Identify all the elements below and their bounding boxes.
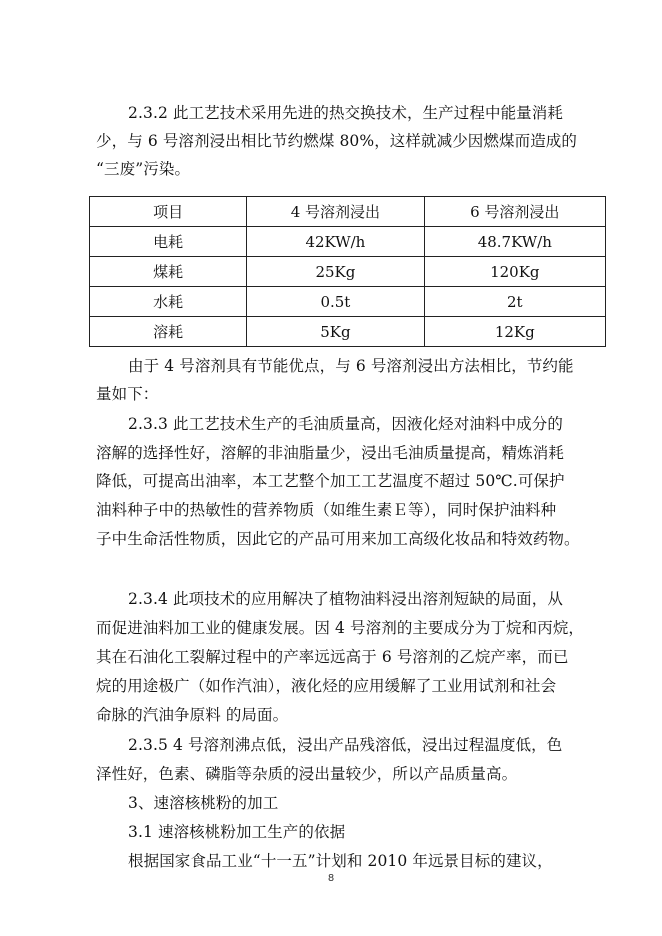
para-2-3-4-line-2: 而促进油料加工业的健康发展。因 4 号溶剂的主要成分为丁烷和丙烷，	[96, 619, 585, 637]
table-cell: 电耗	[90, 227, 247, 257]
table-header-cell: 4 号溶剂浸出	[247, 197, 424, 227]
table-cell: 2t	[424, 287, 605, 317]
table-cell: 0.5t	[247, 287, 424, 317]
consumption-table	[89, 196, 606, 347]
section-heading-3-1: 3.1 速溶核桃粉加工生产的依据	[128, 823, 346, 841]
para-2-3-5-line-1: 2.3.5 4 号溶剂沸点低，浸出产品残溶低，浸出过程温度低，色	[128, 736, 563, 754]
table-cell: 5Kg	[247, 317, 424, 347]
table-header-cell: 6 号溶剂浸出	[424, 197, 605, 227]
table-cell: 48.7KW/h	[424, 227, 605, 257]
para-2-3-4-line-1: 2.3.4 此项技术的应用解决了植物油料浸出溶剂短缺的局面，从	[128, 590, 563, 608]
table-cell: 水耗	[90, 287, 247, 317]
para-saving-line-1: 由于 4 号溶剂具有节能优点，与 6 号溶剂浸出方法相比，节约能	[128, 357, 574, 375]
table-row	[90, 227, 606, 257]
para-2-3-4-line-3: 其在石油化工裂解过程中的产率远远高于 6 号溶剂的乙烷产率，而已	[96, 648, 569, 666]
table-row	[90, 257, 606, 287]
para-2-3-2-line-2: 少，与 6 号溶剂浸出相比节约燃煤 80%，这样就减少因燃煤而造成的	[96, 132, 577, 150]
table-row	[90, 317, 606, 347]
para-2-3-4-line-5: 命脉的汽油争原料 的局面。	[96, 706, 289, 724]
para-saving-line-2: 量如下：	[96, 385, 159, 403]
para-2-3-3-line-3: 降低，可提高出油率，本工艺整个加工工艺温度不超过 50℃.可保护	[96, 472, 565, 490]
table-row	[90, 287, 606, 317]
para-2-3-2-line-3: “三废”污染。	[96, 160, 191, 178]
page-number: 8	[327, 873, 335, 884]
table-cell: 120Kg	[424, 257, 605, 287]
table-cell: 12Kg	[424, 317, 605, 347]
para-2-3-2-line-1: 2.3.2 此工艺技术采用先进的热交换技术，生产过程中能量消耗	[128, 104, 563, 122]
table-cell: 25Kg	[247, 257, 424, 287]
table-header-row	[90, 197, 606, 227]
para-2-3-4-line-4: 烷的用途极广（如作汽油），液化烃的应用缓解了工业用试剂和社会	[96, 677, 557, 695]
para-2-3-5-line-2: 泽性好，色素、磷脂等杂质的浸出量较少，所以产品质量高。	[96, 765, 518, 783]
para-basis-line-1: 根据国家食品工业“十一五”计划和 2010 年远景目标的建议，	[128, 852, 553, 870]
para-2-3-3-line-5: 子中生命活性物质，因此它的产品可用来加工高级化妆品和特效药物。	[96, 530, 580, 548]
table-cell: 溶耗	[90, 317, 247, 347]
table-cell: 煤耗	[90, 257, 247, 287]
para-2-3-3-line-4: 油料种子中的热敏性的营养物质（如维生素Ｅ等），同时保护油料种	[96, 501, 557, 519]
table-cell: 42KW/h	[247, 227, 424, 257]
para-2-3-3-line-2: 溶解的选择性好，溶解的非油脂量少，浸出毛油质量提高，精炼消耗	[96, 444, 565, 462]
section-heading-3: 3、速溶核桃粉的加工	[128, 794, 279, 812]
para-2-3-3-line-1: 2.3.3 此工艺技术生产的毛油质量高，因液化烃对油料中成分的	[128, 415, 563, 433]
table-header-cell: 项目	[90, 197, 247, 227]
